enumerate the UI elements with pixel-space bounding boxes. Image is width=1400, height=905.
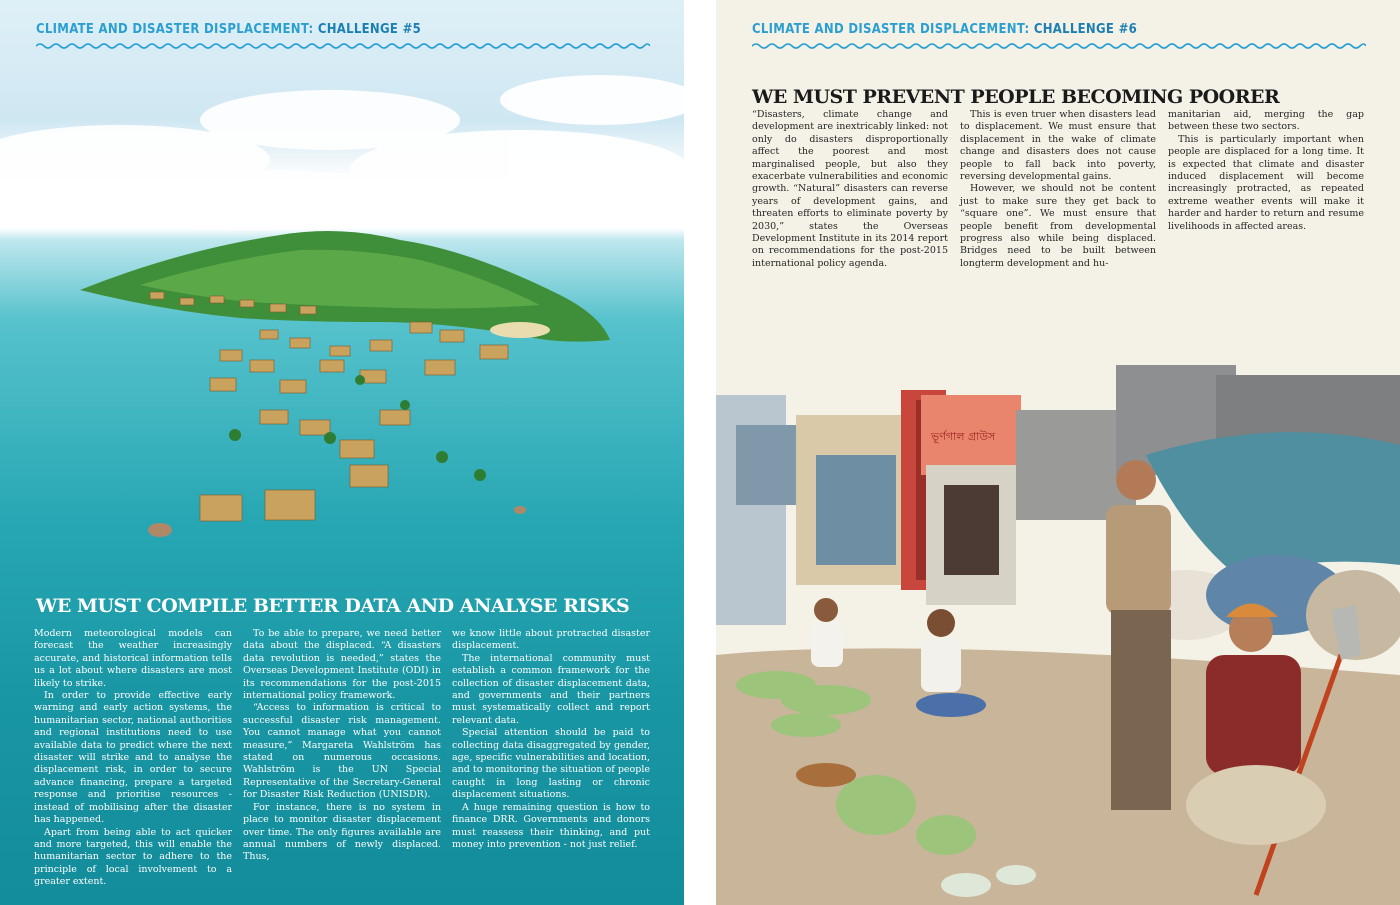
left-page xyxy=(0,0,684,905)
paragraph: Modern meteorological models can forecast the weather increasingly accurate, and historical information tells us a lot about where disasters are most likely to strike. xyxy=(34,628,232,689)
right-page-title: WE MUST PREVENT PEOPLE BECOMING POORER xyxy=(752,86,1280,108)
paragraph: A huge remaining question is how to finance DRR. Governments and donors must reassess their thinking, and put money into prevention - not just relief. xyxy=(452,801,650,850)
right-header-prefix: CLIMATE AND DISASTER DISPLACEMENT: xyxy=(752,22,1034,37)
paragraph: Apart from being able to act quicker and more targeted, this will enable the humanitarian sector to adhere to the principle of local involvement to a greater extent. xyxy=(34,826,232,888)
seated-vendor xyxy=(811,598,843,667)
paragraph: we know little about protracted disaster displacement. xyxy=(452,628,650,652)
paragraph: The international community must establish a common framework for the collection of disaster displacement data, and governments and their partners must systematically collect and report relevant data. xyxy=(452,652,650,726)
left-page-header xyxy=(36,22,421,37)
right-text-column-1 xyxy=(752,109,948,270)
paragraph: This is even truer when disasters lead to displacement. We must ensure that displacement in the wake of climate change and disasters does not cause people to fall back into poverty, reversing developmental gains. xyxy=(960,109,1156,183)
paragraph: Special attention should be paid to collecting data disaggregated by gender, age, specific vulnerabilities and location, and to monitoring the situation of people caught in long lasting or chronic displacement situations. xyxy=(452,727,650,801)
left-text-column-1 xyxy=(34,628,232,889)
paragraph: “Access to information is critical to successful disaster risk management. You cannot manage what you cannot measure,” Margareta Wahlström has stated on numerous occasions. Wahlström is the UN Special Representative of the Secretary-General for Disaster Risk Reduction (UNISDR). xyxy=(243,702,441,801)
flooded-island-illustration xyxy=(0,60,684,580)
right-page-header xyxy=(752,22,1137,37)
right-text-column-3 xyxy=(1168,109,1364,233)
paragraph: For instance, there is no system in place to monitor disaster displacement over time. The only figures available are annual numbers of newly displaced. Thus, xyxy=(243,801,441,863)
left-text-column-3 xyxy=(452,628,650,851)
left-text-column-2 xyxy=(243,628,441,864)
right-page xyxy=(716,0,1400,905)
paragraph: “Disasters, climate change and development are inextricably linked: not only do disasters disproportionally affect the poorest and most marginalised people, but also they exacerbate vulnerabilities and economic growth. “Natural” disasters can reverse years of development gains, and threaten efforts to eliminate poverty by 2030,” states the Overseas Development Institute in its 2014 report on recommendations for the post-2015 international policy agenda. xyxy=(752,109,948,269)
paragraph: However, we should not be content just to make sure they get back to “square one”. We must ensure that people benefit from developmental progress also while being displaced. Bridges need to be built between longterm development and hu- xyxy=(960,183,1156,269)
paragraph: To be able to prepare, we need better data about the displaced. “A disasters data revolution is needed,” states the Overseas Development Institute (ODI) in its recommendations for the post-2015 international policy framework. xyxy=(243,628,441,702)
displaced-market-illustration xyxy=(716,355,1400,905)
paragraph: manitarian aid, merging the gap between these two sectors. xyxy=(1168,109,1364,133)
left-header-challenge: CHALLENGE #5 xyxy=(317,22,422,37)
left-header-prefix: CLIMATE AND DISASTER DISPLACEMENT: xyxy=(36,22,318,37)
right-text-column-2 xyxy=(960,109,1156,270)
wave-divider xyxy=(752,42,1366,50)
shop-sign-text: ভূর্ণগাল গ্রাউস xyxy=(931,430,996,443)
wave-divider xyxy=(36,42,650,50)
standing-man xyxy=(1106,460,1171,810)
paragraph: In order to provide effective early warning and early action systems, the humanitarian sector, national authorities and regional institutions need to use available data to predict where the next disaster will strike and to analyse the displacement risk, in order to secure advance financing, prepare a targeted response and prioritise resources - instead of mobilising after the disaster has happened. xyxy=(34,690,232,826)
right-header-challenge: CHALLENGE #6 xyxy=(1033,22,1138,37)
left-page-title: WE MUST COMPILE BETTER DATA AND ANALYSE RISKS xyxy=(36,595,630,617)
paragraph: This is particularly important when people are displaced for a long time. It is expected that climate and disaster induced displacement will become increasingly protracted, as repeated extreme weather events will make it harder and harder to return and resume livelihoods in affected areas. xyxy=(1168,133,1364,232)
